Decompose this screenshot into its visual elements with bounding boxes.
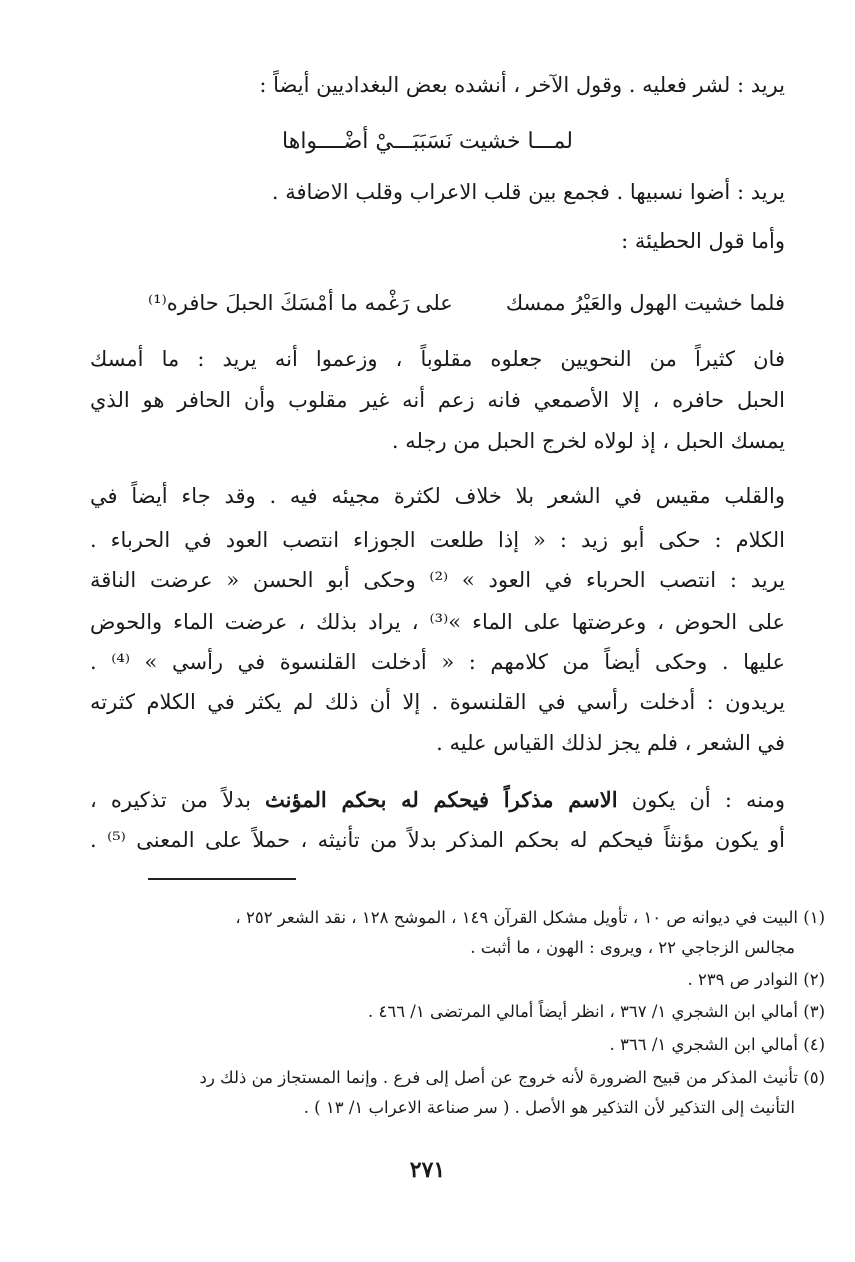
footnote-line: (٥) تأنيث المذكر من قبيح الضرورة لأنه خروج عن أصل إلى فرع . وإنما المستجاز من ذلك رد [199, 1068, 825, 1087]
text-line: الحبل حافره ، إلا الأصمعي فانه زعم أنه غير مقلوب وأن الحافر هو الذي [90, 388, 785, 412]
text-line: وأما قول الحطيئة : [621, 229, 785, 253]
footnote-line: (٣) أمالي ابن الشجري ١/ ٣٦٧ ، انظر أيضاً أمالي المرتضى ١/ ٤٦٦ . [367, 1002, 825, 1021]
footnote-line: (١) البيت في ديوانه ص ١٠ ، تأويل مشكل القرآن ١٤٩ ، الموشح ١٢٨ ، نقد الشعر ٢٥٢ ، [235, 908, 825, 927]
text-line: يمسك الحبل ، إذ لولاه لخرج الحبل من رجله . [391, 429, 785, 453]
text-line: أو يكون مؤنثاً فيحكم له بحكم المذكر بدلاً من تأنيثه ، حملاً على المعنى ⁽⁵⁾ . [90, 828, 785, 852]
text-line: يريد : لشر فعليه . وقول الآخر ، أنشده بعض البغداديين أيضاً : [259, 73, 785, 97]
text-line: في الشعر ، فلم يجز لذلك القياس عليه . [436, 731, 785, 755]
bold-phrase: الاسم مذكراً فيحكم له بحكم المؤنث [265, 787, 618, 812]
footnote-line: مجالس الزجاجي ٢٢ ، ويروى : الهون ، ما أثبت . [470, 938, 795, 957]
text-line: يريدون : أدخلت رأسي في القلنسوة . إلا أن ذلك لم يكثر في الكلام كثرته [90, 690, 785, 714]
text-line: على الحوض ، وعرضتها على الماء »⁽³⁾ ، يراد بذلك ، عرضت الماء والحوض [90, 610, 785, 634]
text-line: يريد : أضوا نسبيها . فجمع بين قلب الاعراب وقلب الاضافة . [271, 180, 785, 204]
page-number: ٢٧١ [409, 1157, 446, 1183]
footnote-line: التأنيث إلى التذكير لأن التذكير هو الأصل . ( سر صناعة الاعراب ١/ ١٣ ) . [303, 1098, 795, 1117]
footnote-separator [148, 878, 296, 880]
verse-hemistich-right: فلما خشيت الهول والعَيْرُ ممسك [505, 291, 785, 315]
footnote-line: (٤) أمالي ابن الشجري ١/ ٣٦٦ . [609, 1035, 825, 1054]
text-line [90, 784, 785, 816]
text-line: الكلام : حكى أبو زيد : « إذا طلعت الجوزاء انتصب العود في الحرباء . [90, 528, 785, 552]
footnote-line: (٢) النوادر ص ٢٣٩ . [687, 970, 825, 989]
text-line: عليها . وحكى أيضاً من كلامهم : « أدخلت القلنسوة في رأسي » ⁽⁴⁾ . [90, 650, 785, 674]
text-run: ومنه : أن يكون [617, 788, 785, 812]
text-line: فان كثيراً من النحويين جعلوه مقلوباً ، وزعموا أنه يريد : ما أمسك [90, 347, 785, 371]
verse-hemistich-left: على رَغْمه ما أمْسَكَ الحبلَ حافره⁽¹⁾ [148, 291, 453, 315]
text-line: والقلب مقيس في الشعر بلا خلاف لكثرة مجيئه فيه . وقد جاء أيضاً في [90, 484, 785, 508]
verse-line: لمـــا خشيت نَسَبَبَـــيْ أضْــــواها [282, 129, 573, 154]
text-line: يريد : انتصب الحرباء في العود » ⁽²⁾ وحكى أبو الحسن « عرضت الناقة [90, 568, 785, 592]
text-run: بدلاً من تذكيره ، [90, 788, 266, 812]
